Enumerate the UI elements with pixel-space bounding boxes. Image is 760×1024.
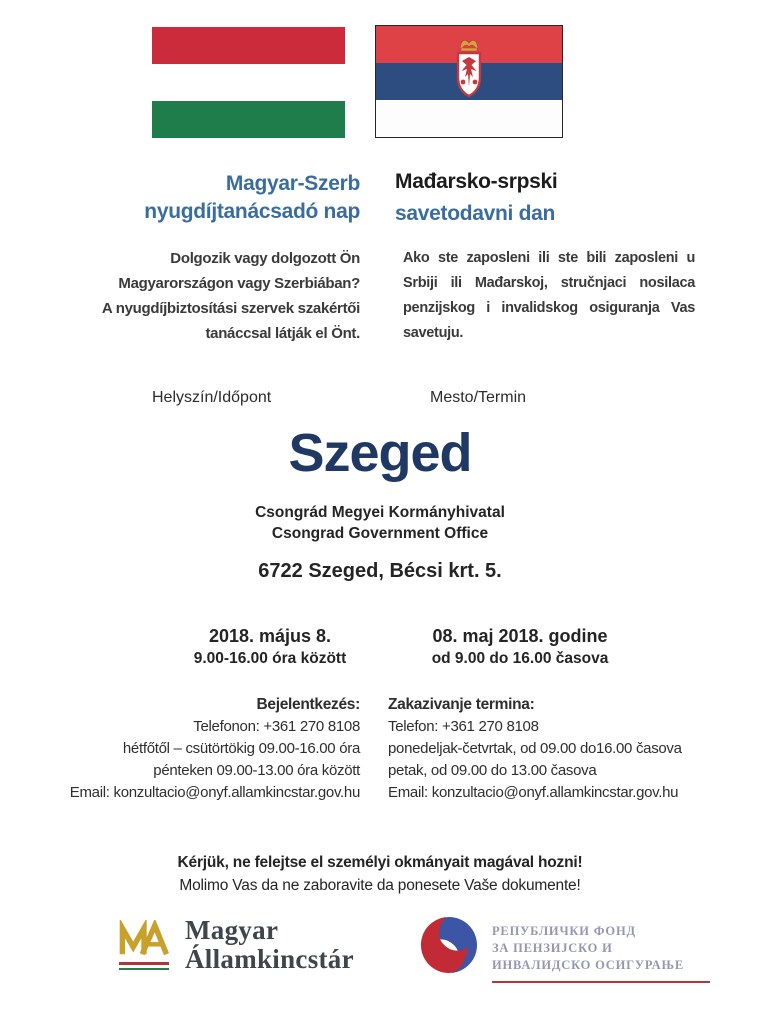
contact-hu-title: Bejelentkezés:	[256, 696, 360, 713]
event-date-sr-hours: od 9.00 do 16.00 časova	[431, 650, 609, 667]
contact-sr-phone: Telefon: +361 270 8108	[388, 718, 539, 735]
venue-name-en: Csongrad Government Office	[271, 525, 489, 542]
intro-hu-line: Magyarországon vagy Szerbiában?	[118, 275, 360, 292]
intro-sr-line: penzijskog i invalidskog osiguranja Vas	[403, 300, 695, 316]
contact-hu-email: Email: konzultacio@onyf.allamkincstar.gov.hu	[69, 784, 360, 801]
hungary-flag-red-stripe	[152, 27, 345, 64]
venue-name-hu: Csongrád Megyei Kormányhivatal	[255, 504, 505, 521]
contact-sr-email: Email: konzultacio@onyf.allamkincstar.gov.hu	[388, 784, 679, 801]
pension-fund-logo	[420, 916, 710, 983]
fund-name-line1: РЕПУБЛИЧКИ ФОНД	[492, 924, 636, 938]
treasury-logo-text	[185, 916, 354, 974]
intro-paragraph-hungarian	[28, 246, 360, 346]
serbia-coat-of-arms-icon	[449, 35, 489, 105]
treasury-monogram-icon	[118, 916, 170, 970]
title-hungarian-line2: nyugdíjtanácsadó nap	[144, 200, 360, 223]
title-hungarian	[38, 170, 360, 226]
event-date-sr-date: 08. maj 2018. godine	[432, 626, 608, 646]
contact-sr-title: Zakazivanje termina:	[388, 696, 535, 713]
treasury-red-line	[119, 962, 169, 965]
intro-hu-line: Dolgozik vagy dolgozott Ön	[170, 250, 360, 267]
contact-sr-hours-friday: petak, od 09.00 do 13.00 časova	[388, 762, 597, 779]
city-title: Szeged	[288, 423, 472, 483]
contact-hu-phone: Telefonon: +361 270 8108	[193, 718, 360, 735]
intro-hu-line: tanáccsal látják el Önt.	[205, 325, 360, 342]
documents-reminder-sr: Molimo Vas da ne zaboravite da ponesete Vaše dokumente!	[179, 877, 581, 894]
contact-block-hungarian	[8, 694, 360, 804]
fund-red-rule	[492, 981, 710, 983]
contact-hu-hours-friday: pénteken 09.00-13.00 óra között	[153, 762, 360, 779]
venue-address: 6722 Szeged, Bécsi krt. 5.	[258, 560, 502, 582]
hungary-flag-white-stripe	[152, 64, 345, 101]
contact-block-serbian	[388, 694, 733, 804]
intro-hu-line: A nyugdíjbiztosítási szervek szakértői	[101, 300, 360, 317]
treasury-green-line	[119, 968, 169, 971]
location-label-hungarian: Helyszín/Időpont	[152, 389, 272, 406]
hungary-flag-icon	[152, 27, 345, 138]
pension-fund-logo-text	[492, 916, 710, 983]
documents-reminder-hu: Kérjük, ne felejtse el személyi okmányait magával hozni!	[177, 854, 583, 871]
title-serbian-line2: savetodavni dan	[395, 202, 556, 225]
serbia-flag-icon	[375, 25, 563, 138]
title-serbian	[395, 166, 715, 230]
treasury-name-line2: Államkincstár	[185, 944, 354, 974]
pension-fund-swirl-icon	[420, 916, 478, 974]
intro-paragraph-serbian	[403, 246, 695, 346]
documents-reminder	[0, 851, 760, 897]
treasury-name-line1: Magyar	[185, 915, 279, 945]
fund-name-line3: ИНВАЛИДСКО ОСИГУРАЊЕ	[492, 958, 684, 972]
event-date-hu-date: 2018. május 8.	[208, 626, 332, 646]
title-hungarian-line1: Magyar-Szerb	[225, 172, 360, 195]
hungary-flag-green-stripe	[152, 101, 345, 138]
event-date-serbian	[365, 626, 675, 668]
title-serbian-line1: Mađarsko-srpski	[395, 170, 558, 193]
contact-sr-hours-weekdays: ponedeljak-četvrtak, od 09.00 do16.00 časova	[388, 740, 682, 757]
location-label-serbian: Mesto/Termin	[430, 389, 527, 406]
intro-sr-line: Srbiji ili Mađarskoj, stručnjaci nosilaca	[403, 275, 695, 291]
intro-sr-line: Ako ste zaposleni ili ste bili zaposleni u	[403, 250, 695, 266]
contact-hu-hours-weekdays: hétfőtől – csütörtökig 09.00-16.00 óra	[122, 740, 360, 757]
intro-sr-line: savetuju.	[403, 325, 464, 341]
treasury-logo	[118, 916, 354, 974]
event-date-hu-hours: 9.00-16.00 óra között	[193, 650, 347, 667]
fund-name-line2: ЗА ПЕНЗИЈСКО И	[492, 941, 613, 955]
venue-name	[0, 502, 760, 544]
serbia-flag-white-stripe	[376, 100, 562, 137]
